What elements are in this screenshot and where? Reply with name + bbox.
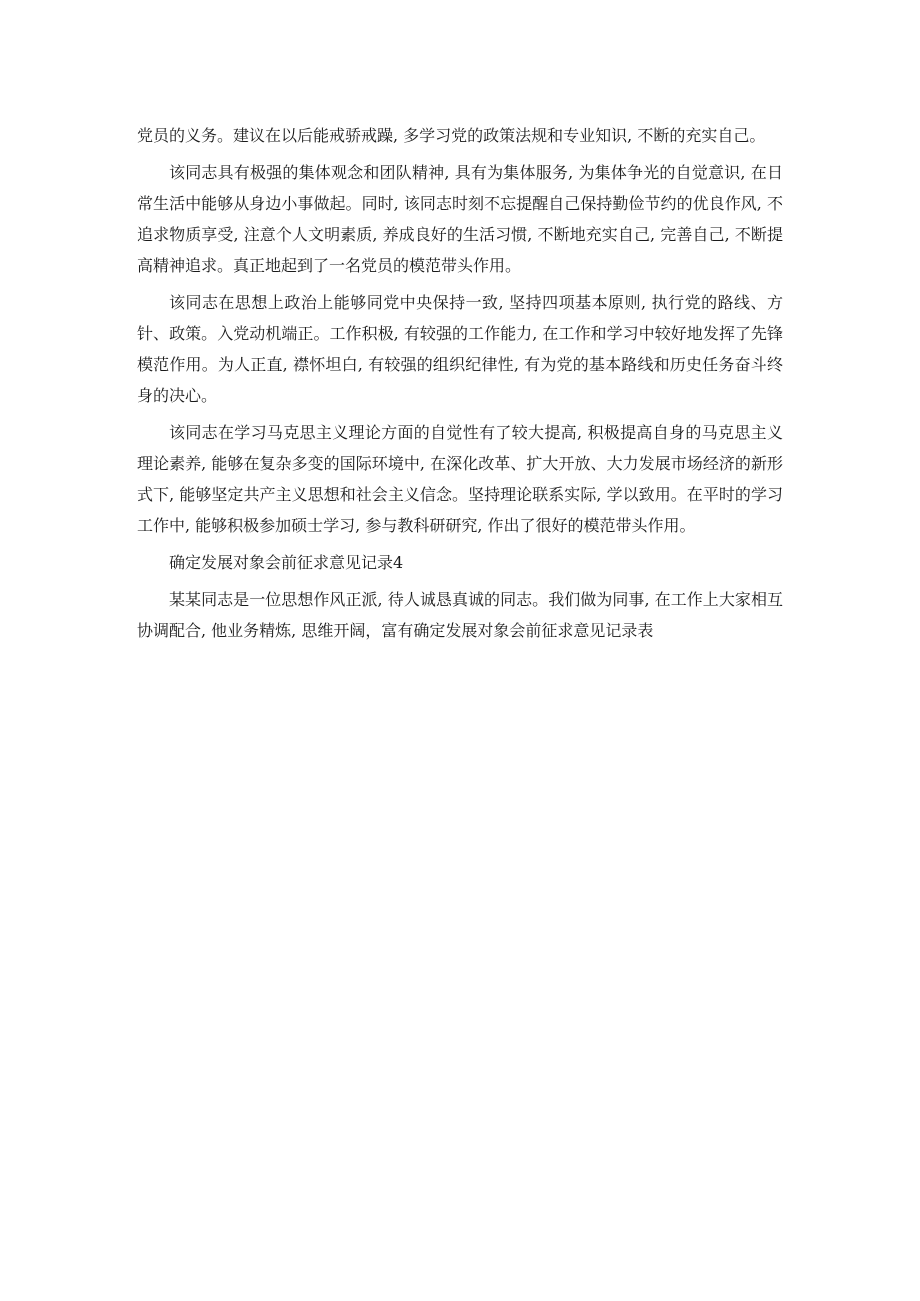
section-heading: 确定发展对象会前征求意见记录4 bbox=[169, 553, 404, 572]
paragraph-political-thought: 该同志在思想上政治上能够同党中央保持一致, 坚持四项基本原则, 执行党的路线、方针、政策。入党动机端正。工作积极, 有较强的工作能力, 在工作和学习中较好地发挥了先锋模范作用。为人正直, 襟怀坦白, 有较强的组织纪律性, 有为党的基本路线和历史任务奋斗终身的决心。 bbox=[137, 293, 783, 405]
document-body bbox=[137, 120, 783, 652]
paragraph-colleague-opinion: 某某同志是一位思想作风正派, 待人诚恳真诚的同志。我们做为同事, 在工作上大家相互协调配合, 他业务精炼, 思维开阔，富有确定发展对象会前征求意见记录表 bbox=[137, 590, 783, 640]
paragraph-marxist-theory: 该同志在学习马克思主义理论方面的自觉性有了较大提高, 积极提高自身的马克思主义理论素养, 能够在复杂多变的国际环境中, 在深化改革、扩大开放、大力发展市场经济的新形式下, 能够坚定共产主义思想和社会主义信念。坚持理论联系实际, 学以致用。在平时的学习工作中, 能够积极参加硕士学习, 参与教科研研究, 作出了很好的模范带头作用。 bbox=[137, 423, 783, 535]
paragraph-continued: 党员的义务。建议在以后能戒骄戒躁, 多学习党的政策法规和专业知识, 不断的充实自己。 bbox=[137, 126, 766, 145]
paragraph-collective-spirit: 该同志具有极强的集体观念和团队精神, 具有为集体服务, 为集体争光的自觉意识, 在日常生活中能够从身边小事做起。同时, 该同志时刻不忘提醒自己保持勤俭节约的优良作风, 不追求物质享受, 注意个人文明素质, 养成良好的生活习惯, 不断地充实自己, 完善自己, 不断提高精神追求。真正地起到了一名党员的模范带头作用。 bbox=[137, 163, 783, 275]
